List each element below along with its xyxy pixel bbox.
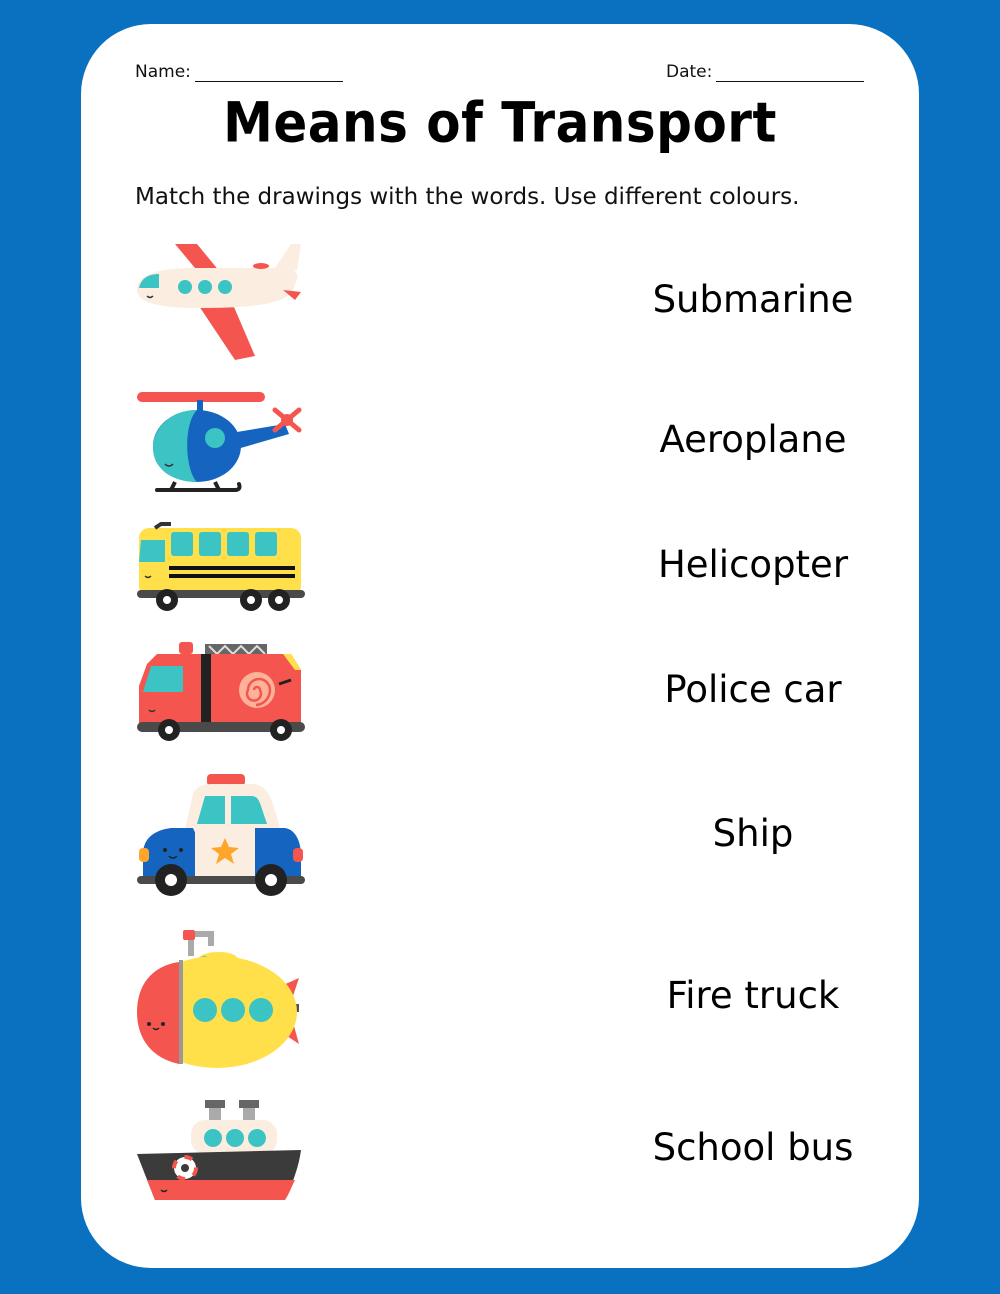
- word-helicopter[interactable]: Helicopter: [657, 543, 849, 586]
- word-police-car[interactable]: Police car: [664, 668, 842, 711]
- ship-icon: [135, 1098, 307, 1204]
- word-aeroplane[interactable]: Aeroplane: [659, 418, 847, 461]
- name-field[interactable]: [135, 62, 343, 82]
- police-car-icon: [135, 772, 307, 898]
- submarine-icon: [135, 928, 307, 1072]
- helicopter-icon: [135, 390, 307, 496]
- worksheet: [81, 24, 919, 1268]
- school-bus-icon: [135, 522, 307, 614]
- word-fire-truck[interactable]: Fire truck: [666, 974, 840, 1017]
- instruction-text: Match the drawings with the words. Use different colours.: [135, 184, 800, 210]
- name-line[interactable]: [195, 81, 343, 82]
- name-label: Name:: [135, 62, 191, 82]
- date-field[interactable]: [666, 62, 864, 82]
- word-submarine[interactable]: Submarine: [652, 278, 854, 321]
- word-ship[interactable]: Ship: [712, 812, 794, 855]
- fire-truck-icon: [135, 640, 307, 746]
- aeroplane-icon: [135, 238, 307, 364]
- page-title: Means of Transport: [223, 91, 777, 155]
- word-school-bus[interactable]: School bus: [652, 1126, 854, 1169]
- date-line[interactable]: [716, 81, 864, 82]
- date-label: Date:: [666, 62, 713, 82]
